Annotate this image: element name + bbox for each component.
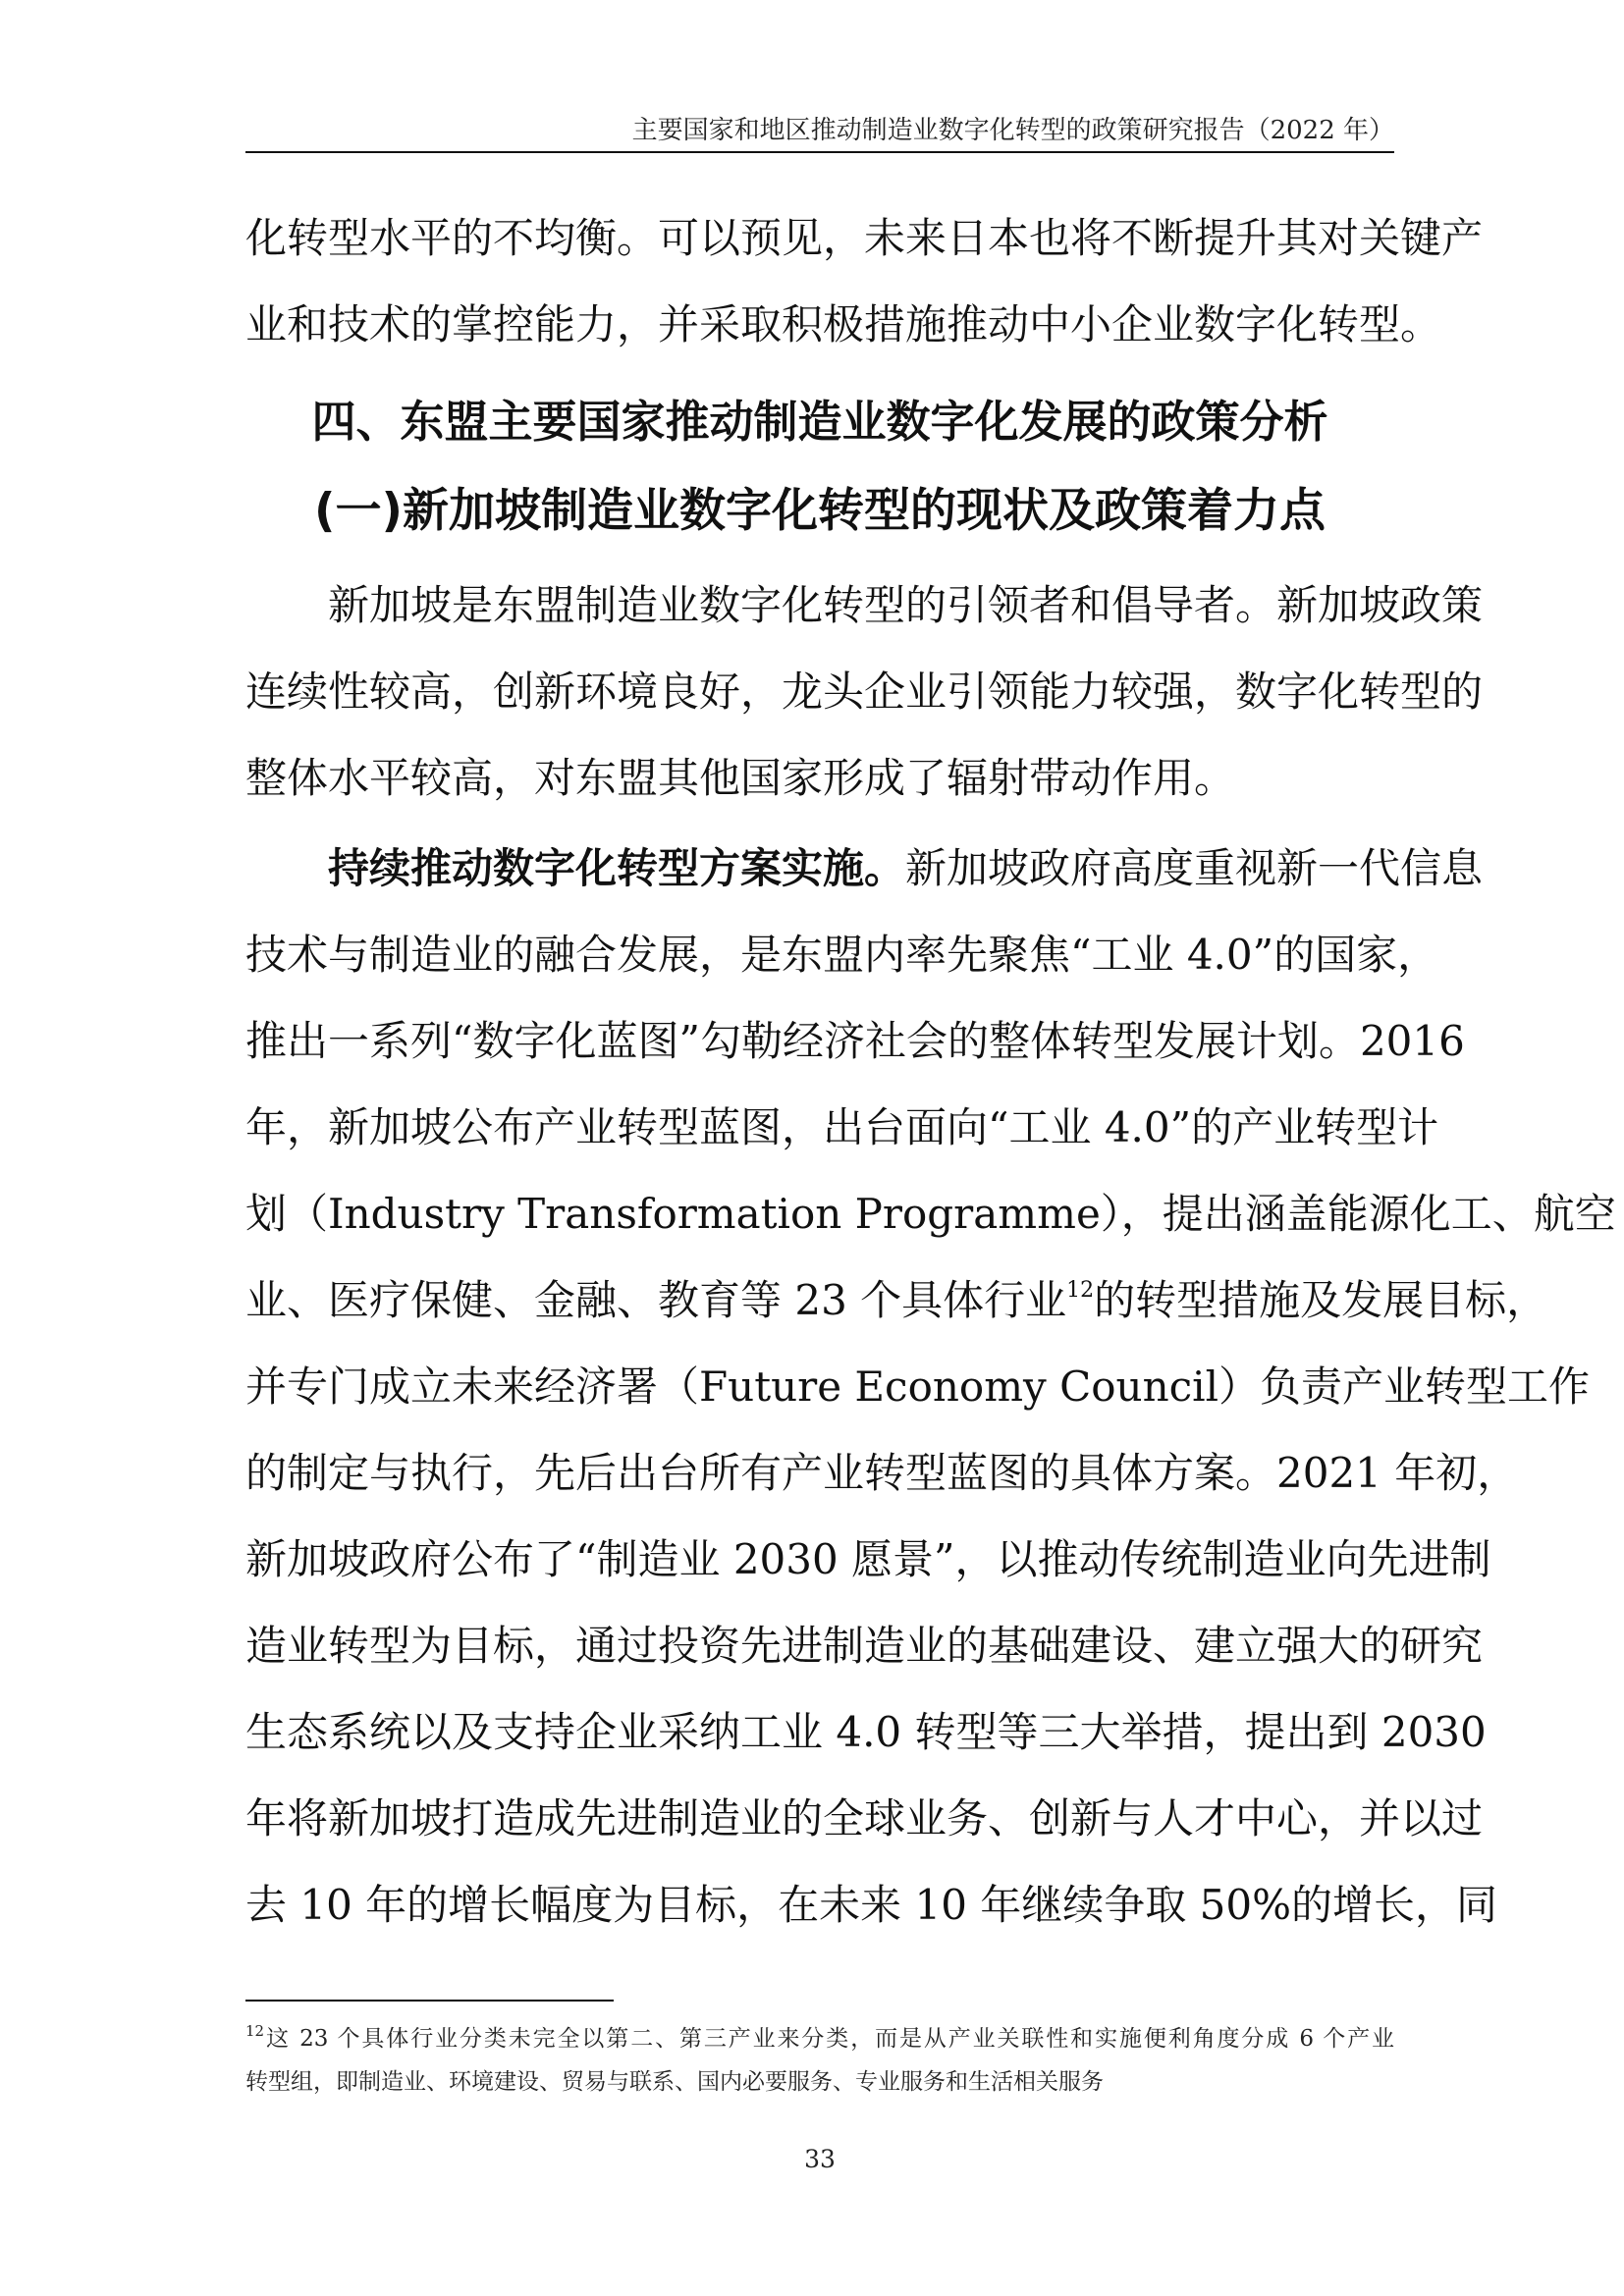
paragraph2-line-13: 去 10 年的增长幅度为目标，在未来 10 年继续争取 50%的增长，同 <box>245 1881 1497 1929</box>
paragraph2-line-3: 推出一系列“数字化蓝图”勾勒经济社会的整体转型发展计划。2016 <box>245 1017 1465 1065</box>
section-heading: 四、东盟主要国家推动制造业数字化发展的政策分析 <box>311 396 1328 448</box>
paragraph2-line-1 <box>245 840 1484 897</box>
paragraph2-line-6-after: 的转型措施及发展目标， <box>1094 1276 1548 1324</box>
header-rule <box>245 151 1394 153</box>
paragraph2-line-2: 技术与制造业的融合发展，是东盟内率先聚焦“工业 4.0”的国家， <box>245 931 1439 979</box>
paragraph2-line-5: 划（Industry Transformation Programme），提出涵盖能源化工、航空 <box>245 1190 1616 1238</box>
intro-line-2: 业和技术的掌控能力，并采取积极措施推动中小企业数字化转型。 <box>245 300 1442 348</box>
footnote-line-2: 转型组，即制造业、环境建设、贸易与联系、国内必要服务、专业服务和生活相关服务 <box>245 2069 1104 2095</box>
paragraph1-line-2: 连续性较高，创新环境良好，龙头企业引领能力较强，数字化转型的 <box>245 667 1484 716</box>
paragraph2-line-10: 造业转型为目标，通过投资先进制造业的基础建设、建立强大的研究 <box>245 1622 1484 1670</box>
intro-line-1: 化转型水平的不均衡。可以预见，未来日本也将不断提升其对关键产 <box>245 214 1484 262</box>
paragraph2-line-1-rest: 新加坡政府高度重视新一代信息 <box>905 844 1484 892</box>
paragraph2-line-8: 的制定与执行，先后出台所有产业转型蓝图的具体方案。2021 年初， <box>245 1449 1519 1497</box>
footnote-rule <box>245 2000 614 2002</box>
paragraph2-lead: 持续推动数字化转型方案实施。 <box>328 844 906 892</box>
paragraph2-line-9: 新加坡政府公布了“制造业 2030 愿景”，以推动传统制造业向先进制 <box>245 1535 1491 1583</box>
paragraph1-line-3: 整体水平较高，对东盟其他国家形成了辐射带动作用。 <box>245 754 1236 802</box>
paragraph2-line-7: 并专门成立未来经济署（Future Economy Council）负责产业转型工作 <box>245 1362 1591 1411</box>
page-number: 33 <box>804 2145 836 2173</box>
paragraph2-line-6-before: 业、医疗保健、金融、教育等 23 个具体行业 <box>245 1276 1067 1324</box>
paragraph1-line-1: 新加坡是东盟制造业数字化转型的引领者和倡导者。新加坡政策 <box>328 581 1484 629</box>
subsection-heading: (一)新加坡制造业数字化转型的现状及政策着力点 <box>314 484 1326 538</box>
footnote-number: 12 <box>245 2022 265 2040</box>
footnote-reference[interactable]: 12 <box>1066 1278 1095 1303</box>
paragraph2-line-4: 年，新加坡公布产业转型蓝图，出台面向“工业 4.0”的产业转型计 <box>245 1103 1439 1151</box>
paragraph2-line-11: 生态系统以及支持企业采纳工业 4.0 转型等三大举措，提出到 2030 <box>245 1708 1487 1756</box>
paragraph2-line-12: 年将新加坡打造成先进制造业的全球业务、创新与人才中心，并以过 <box>245 1794 1484 1842</box>
footnote-text-1: 这 23 个具体行业分类未完全以第二、第三产业来分类，而是从产业关联性和实施便利角度分成 6 个产业 <box>264 2026 1394 2052</box>
paragraph2-line-6 <box>245 1272 1548 1329</box>
footnote-line-1 <box>245 2024 1394 2054</box>
running-header: 主要国家和地区推动制造业数字化转型的政策研究报告（2022 年） <box>631 116 1394 145</box>
